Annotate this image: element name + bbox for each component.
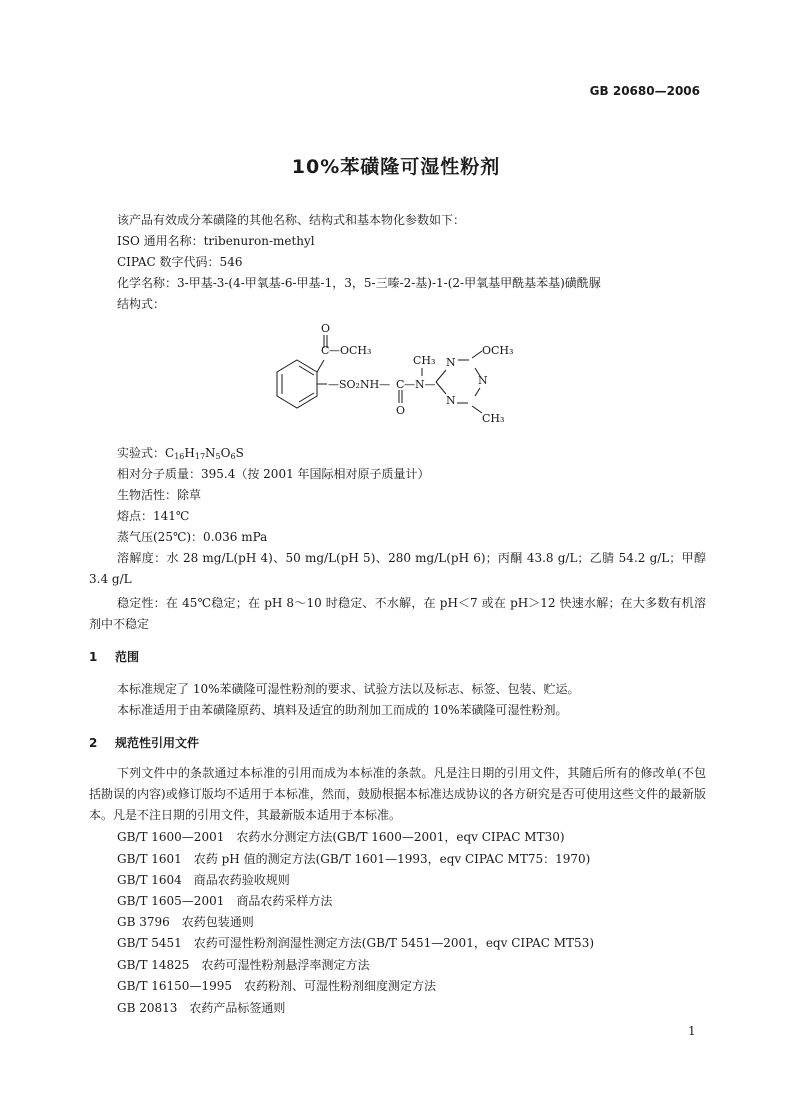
benzene-ring [277, 360, 317, 408]
reference-item: GB/T 1601 农药 pH 值的测定方法(GB/T 1601—1993，eqv CIPAC MT75：1970) [117, 852, 591, 866]
section-1-paragraph-1: 本标准规定了 10%苯磺隆可湿性粉剂的要求、试验方法以及标志、标签、包装、贮运。 [117, 682, 580, 696]
reference-item: GB/T 1604 商品农药验收规则 [117, 873, 290, 887]
struct-ch3-n: CH₃ [413, 354, 436, 367]
struct-ring-n2: N [478, 374, 488, 387]
reference-item: GB/T 1600—2001 农药水分测定方法(GB/T 1600—2001，eqv CIPAC MT30) [117, 830, 565, 844]
standard-number: GB 20680—2006 [589, 84, 700, 98]
document-title: 10%苯磺隆可湿性粉剂 [291, 156, 501, 178]
struct-o-top: O [321, 322, 331, 335]
struct-och3-ester: —OCH₃ [329, 344, 372, 357]
struct-n-urea: —N— [404, 378, 436, 391]
reference-item: GB 20813 农药产品标签通则 [117, 1001, 286, 1015]
molar-mass: 相对分子质量：395.4（按 2001 年国际相对原子质量计） [117, 467, 430, 481]
struct-ch3-ring: CH₃ [482, 412, 505, 425]
struct-c-urea: C [396, 378, 405, 391]
section-2-heading: 2 规范性引用文件 [89, 736, 200, 750]
section-2-intro: 下列文件中的条款通过本标准的引用而成为本标准的条款。凡是注日期的引用文件，其随后所有的修改单(不包括勘误的内容)或修订版均不适用于本标准，然而，鼓励根据本标准达成协议的各方研究是否可使用这些文件的最新版本。凡是不注日期的引用文件，其最新版本适用于本标准。 [89, 766, 706, 822]
structure-label: 结构式： [117, 297, 166, 311]
reference-item: GB 3796 农药包装通则 [117, 915, 254, 929]
structural-formula [272, 318, 532, 428]
struct-och3-ring: OCH₃ [482, 344, 514, 357]
empirical-formula: 实验式：$C_{16}H_{17}N_5O_6S$ [117, 446, 244, 461]
reference-item: GB/T 16150—1995 农药粉剂、可湿性粉剂细度测定方法 [117, 979, 436, 993]
intro-lead: 该产品有效成分苯磺隆的其他名称、结构式和基本物化参数如下： [117, 213, 466, 227]
iso-name: ISO 通用名称：tribenuron-methyl [117, 234, 315, 248]
melting-point: 熔点：141℃ [117, 509, 190, 523]
triazine-ring [439, 362, 479, 396]
cipac-code: CIPAC 数字代码：546 [117, 255, 243, 269]
page-number: 1 [688, 1024, 696, 1038]
vapor-pressure: 蒸气压(25℃)：0.036 mPa [117, 530, 268, 544]
reference-item: GB/T 1605—2001 商品农药采样方法 [117, 894, 333, 908]
reference-item: GB/T 5451 农药可湿性粉剂润湿性测定方法(GB/T 5451—2001，eqv CIPAC MT53) [117, 936, 595, 950]
bioactivity: 生物活性：除草 [117, 488, 202, 502]
chemical-name: 化学名称：3-甲基-3-(4-甲氧基-6-甲基-1，3，5-三嗪-2-基)-1-(2-甲氧基甲酰基苯基)磺酰脲 [117, 276, 601, 290]
section-1-paragraph-2: 本标准适用于由苯磺隆原药、填料及适宜的助剂加工而成的 10%苯磺隆可湿性粉剂。 [117, 703, 568, 717]
struct-c-ester: C [321, 344, 330, 357]
stability: 稳定性：在 45℃稳定；在 pH 8～10 时稳定、不水解，在 pH＜7 或在 pH＞12 快速水解；在大多数有机溶剂中不稳定 [89, 596, 706, 631]
struct-o-bottom: O [396, 404, 406, 417]
struct-ring-n3: N [446, 394, 456, 407]
section-1-heading: 1 范围 [89, 650, 140, 664]
solubility: 溶解度：水 28 mg/L(pH 4)、50 mg/L(pH 5)、280 mg/L(pH 6)；丙酮 43.8 g/L；乙腈 54.2 g/L；甲醇 3.4 g/L [89, 551, 706, 586]
struct-ring-n1: N [446, 356, 456, 369]
struct-so2nh: —SO₂NH— [328, 378, 391, 391]
reference-item: GB/T 14825 农药可湿性粉剂悬浮率测定方法 [117, 958, 370, 972]
